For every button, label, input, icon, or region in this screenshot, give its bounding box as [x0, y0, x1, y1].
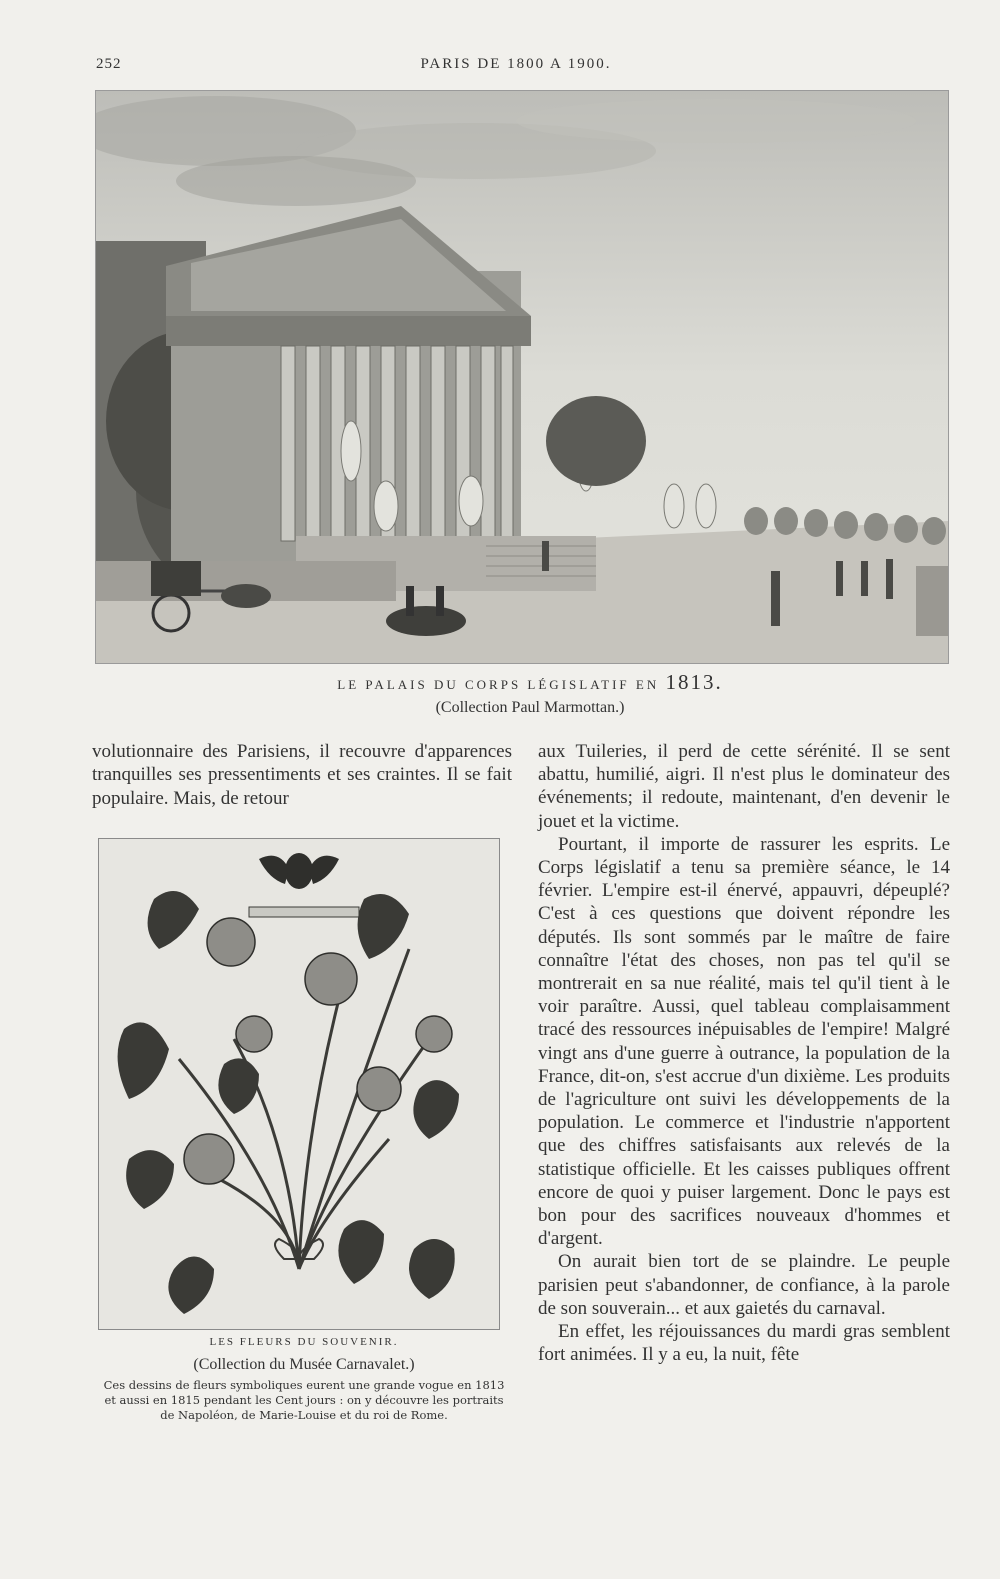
caption-title-text: LE PALAIS DU CORPS LÉGISLATIF EN [337, 677, 660, 692]
engraving-palais-corps-legislatif [95, 90, 949, 664]
paragraph: Pourtant, il importe de rassurer les esprits. Le Corps législatif a tenu sa première séance, le 14 février. L'empire est-il énervé, appauvri, dépeuplé? C'est à ces questions que doivent répondre les députés. Ils sont sommés par le maître de faire connaître l'état des choses, non pas tel qu'il se montrerait en sa nue réalité, mais tel qu'il tient à le voir paraître. Aussi, quel tableau complaisamment tracé des ressources inépuisables de l'empire! Malgré vingt ans d'une guerre à outrance, la population de la France, dit-on, s'est accrue d'un dixième. Les produits de l'agriculture ont suivi les développements de la population. Le commerce et l'industrie n'apportent que des chiffres satisfaisants aux relevés de la statistique officielle. Et les caisses publiques offrent encore de quoi y puiser largement. Donc le pays est bon pour des sacrifices nouveaux d'hommes et d'argent. [538, 833, 950, 1250]
page-number: 252 [96, 56, 122, 72]
paragraph: On aurait bien tort de se plaindre. Le peuple parisien peut s'abandonner, de confiance, à la parole de son souverain... et aux gaietés du carnaval. [538, 1251, 950, 1319]
figure-caption-note: Ces dessins de fleurs symboliques eurent une grande vogue en 1813 et aussi en 1815 pendant les Cent jours : on y découvre les portraits de Napoléon, de Marie-Louise et du roi de Rome. [103, 1378, 505, 1422]
paragraph: En effet, les réjouissances du mardi gras semblent fort animées. Il y a eu, la nuit, fête [538, 1321, 950, 1366]
right-column [538, 740, 950, 1366]
figure-caption-title: LES FLEURS DU SOUVENIR. [209, 1336, 399, 1348]
figure-caption-fleurs [98, 1336, 510, 1423]
running-header [92, 52, 940, 76]
figure-caption-palais [290, 670, 770, 717]
paragraph: aux Tuileries, il perd de cette sérénité. Il se sent abattu, humilié, aigri. Il n'est plus le dominateur des événements; il redoute, maintenant, d'en devenir le jouet et la victime. [538, 741, 950, 832]
figure-caption-title [290, 670, 770, 695]
caption-year: 1813. [665, 670, 723, 694]
figure-caption-source: (Collection Paul Marmottan.) [435, 699, 625, 716]
figure-caption-source: (Collection du Musée Carnavalet.) [193, 1356, 415, 1373]
left-column [92, 740, 512, 810]
engraving-fleurs-du-souvenir [98, 838, 500, 1330]
left-column-text: volutionnaire des Parisiens, il recouvre d'apparences tranquilles ses pressentiments et ses craintes. Il se fait populaire. Mais, de retour [92, 741, 512, 809]
running-title: PARIS DE 1800 A 1900. [420, 56, 612, 72]
